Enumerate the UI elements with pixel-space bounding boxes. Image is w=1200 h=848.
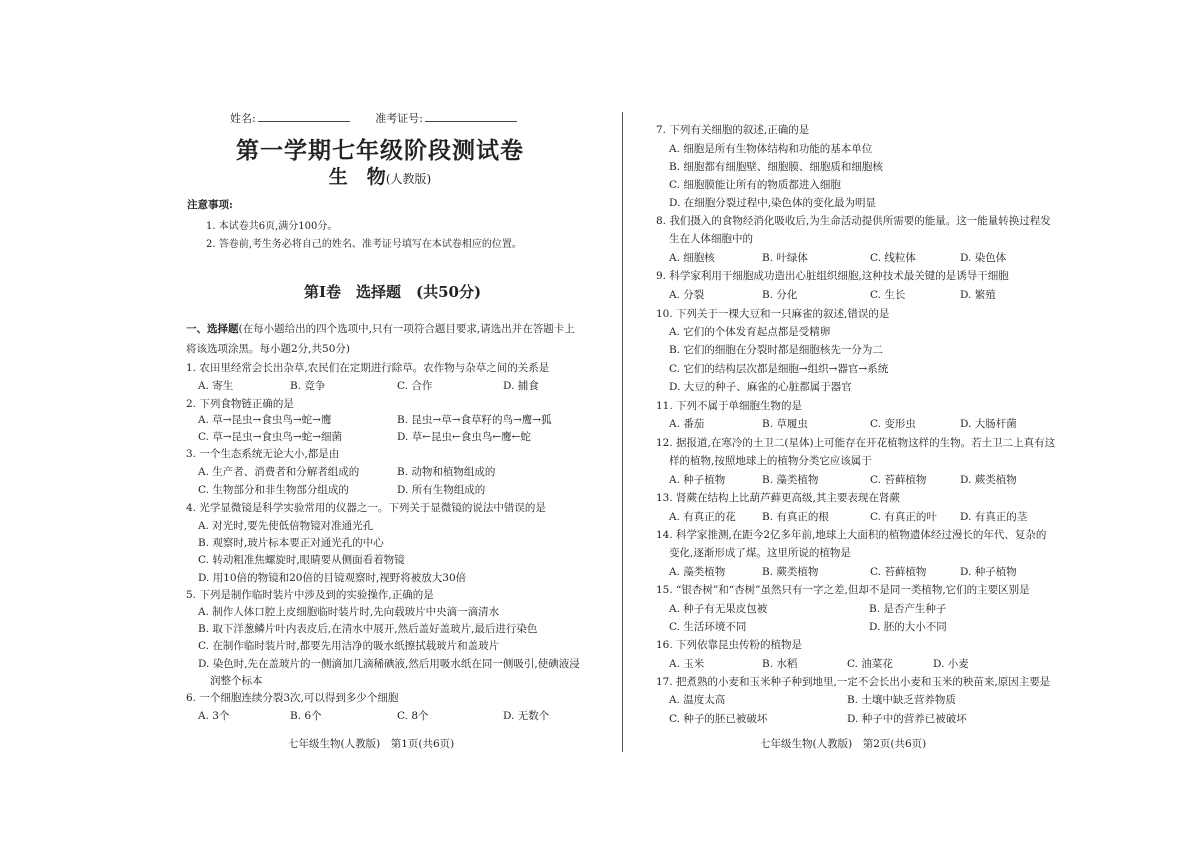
note-2: 2. 答卷前,考生务必将自己的姓名、准考证号填写在本试卷相应的位置。 bbox=[206, 239, 522, 250]
page-footer-1: 七年级生物(人教版) 第1页(共6页) bbox=[288, 738, 455, 750]
option-d: D. 蕨类植物 bbox=[960, 474, 1017, 486]
option-c: C. 它们的结构层次都是细胞→组织→器官→系统 bbox=[669, 363, 889, 375]
question-stem: 1. 农田里经常会长出杂草,农民们在定期进行除草。农作物与杂草之间的关系是 bbox=[186, 362, 550, 374]
option-b: B. 水稻 bbox=[762, 658, 798, 670]
subject-edition: (人教版) bbox=[385, 172, 432, 186]
option-b: B. 藻类植物 bbox=[762, 474, 819, 486]
name-label: 姓名: bbox=[230, 112, 256, 125]
option-a: A. 有真正的花 bbox=[669, 511, 736, 523]
option-c: C. 油菜花 bbox=[847, 658, 893, 670]
page-divider bbox=[622, 112, 623, 752]
option-c: C. 8个 bbox=[397, 710, 429, 722]
instr-line-1: (在每小题给出的四个选项中,只有一项符合题目要求,请选出并在答题卡上 bbox=[238, 323, 575, 335]
option-b: B. 昆虫→草→食草籽的鸟→鹰→狐 bbox=[397, 414, 552, 426]
option-a: A. 对光时,要先使低倍物镜对准通光孔 bbox=[198, 520, 374, 532]
option-b: B. 6个 bbox=[290, 710, 322, 722]
question-stem: 16. 下列依靠昆虫传粉的植物是 bbox=[656, 639, 803, 651]
option-c: C. 生活环境不同 bbox=[669, 621, 747, 633]
option-d: D. 大豆的种子、麻雀的心脏都属于器官 bbox=[669, 381, 852, 393]
question-stem: 11. 下列不属于单细胞生物的是 bbox=[656, 400, 803, 412]
option-d: D. 在细胞分裂过程中,染色体的变化最为明显 bbox=[669, 197, 877, 209]
page-2 bbox=[625, 0, 1200, 848]
option-d: D. 小麦 bbox=[933, 658, 969, 670]
question-stem: 15. “银杏树”和“杏树”虽然只有一字之差,但却不是同一类植物,它们的主要区别是 bbox=[656, 584, 1030, 596]
question-stem: 8. 我们摄入的食物经消化吸收后,为生命活动提供所需要的能量。这一能量转换过程发 bbox=[656, 215, 1051, 227]
option-d: D. 有真正的茎 bbox=[960, 511, 1028, 523]
option-a: A. 细胞核 bbox=[669, 252, 715, 264]
option-a: A. 生产者、消费者和分解者组成的 bbox=[198, 466, 360, 478]
instr-line-2: 将该选项涂黑。每小题2分,共50分) bbox=[186, 343, 350, 355]
option-b: B. 它们的细胞在分裂时都是细胞核先一分为二 bbox=[669, 344, 883, 356]
option-a: A. 制作人体口腔上皮细胞临时装片时,先向载玻片中央滴一滴清水 bbox=[198, 606, 500, 618]
question-stem-continued: 生在人体细胞中的 bbox=[669, 233, 753, 245]
question-stem: 12. 据报道,在寒冷的土卫二(星体)上可能存在开花植物这样的生物。若土卫二上真有这 bbox=[656, 437, 1056, 449]
question-stem: 3. 一个生态系统无论大小,都是由 bbox=[186, 448, 340, 460]
question-stem: 6. 一个细胞连续分裂3次,可以得到多少个细胞 bbox=[186, 692, 399, 704]
option-a: A. 玉米 bbox=[669, 658, 705, 670]
page-footer-2: 七年级生物(人教版) 第2页(共6页) bbox=[760, 738, 927, 750]
option-c: C. 生长 bbox=[870, 289, 906, 301]
option-a: A. 藻类植物 bbox=[669, 566, 726, 578]
option-b: B. 竞争 bbox=[290, 380, 326, 392]
option-a: A. 细胞是所有生物体结构和功能的基本单位 bbox=[669, 143, 873, 155]
question-stem: 4. 光学显微镜是科学实验常用的仪器之一。下列关于显微镜的说法中错误的是 bbox=[186, 502, 546, 514]
notes-heading: 注意事项: bbox=[187, 199, 233, 211]
option-a: A. 草→昆虫→食虫鸟→蛇→鹰 bbox=[198, 414, 332, 426]
option-b: B. 观察时,玻片标本要正对通光孔的中心 bbox=[198, 537, 384, 549]
instr-bold: 一、选择题 bbox=[186, 323, 239, 335]
option-a: A. 种子有无果皮包被 bbox=[669, 603, 768, 615]
option-d: D. 捕食 bbox=[503, 380, 539, 392]
option-a: A. 番茄 bbox=[669, 418, 705, 430]
question-stem: 14. 科学家推测,在距今2亿多年前,地球上大面积的植物遗体经过漫长的年代、复杂的 bbox=[656, 529, 1047, 541]
subject-name: 生 物 bbox=[328, 166, 386, 188]
question-stem: 9. 科学家利用干细胞成功造出心脏组织细胞,这种技术最关键的是诱导干细胞 bbox=[656, 270, 1009, 282]
question-stem: 2. 下列食物链正确的是 bbox=[186, 398, 294, 410]
option-d: D. 种子中的营养已被破坏 bbox=[847, 713, 967, 725]
option-c: C. 草→昆虫→食虫鸟→蛇→细菌 bbox=[198, 431, 343, 443]
option-d: D. 用10倍的物镜和20倍的目镜观察时,视野将被放大30倍 bbox=[198, 572, 467, 584]
id-label: 准考证号: bbox=[375, 112, 423, 125]
option-c: C. 细胞膜能让所有的物质都进入细胞 bbox=[669, 179, 841, 191]
option-a: A. 3个 bbox=[198, 710, 230, 722]
option-d: D. 无数个 bbox=[503, 710, 550, 722]
option-a: A. 种子植物 bbox=[669, 474, 726, 486]
option-d: D. 大肠杆菌 bbox=[960, 418, 1017, 430]
option-b: B. 细胞都有细胞壁、细胞膜、细胞质和细胞核 bbox=[669, 161, 883, 173]
option-c: C. 在制作临时装片时,都要先用洁净的吸水纸擦拭载玻片和盖玻片 bbox=[198, 640, 500, 652]
section-title: 第Ⅰ卷 选择题 (共50分) bbox=[303, 283, 482, 301]
question-stem: 13. 肾蕨在结构上比葫芦藓更高级,其主要表现在肾蕨 bbox=[656, 492, 900, 504]
option-c: C. 生物部分和非生物部分组成的 bbox=[198, 484, 349, 496]
option-a: A. 寄生 bbox=[198, 380, 234, 392]
exam-title: 第一学期七年级阶段测试卷 bbox=[236, 137, 524, 164]
option-d: D. 染色时,先在盖玻片的一侧滴加几滴稀碘液,然后用吸水纸在同一侧吸引,使碘液浸 bbox=[198, 658, 580, 670]
option-a: A. 它们的个体发育起点都是受精卵 bbox=[669, 326, 831, 338]
option-b: B. 是否产生种子 bbox=[869, 603, 947, 615]
option-b: B. 动物和植物组成的 bbox=[397, 466, 496, 478]
option-c: C. 合作 bbox=[397, 380, 433, 392]
question-stem: 5. 下列是制作临时装片中涉及到的实验操作,正确的是 bbox=[186, 589, 434, 601]
option-a: A. 分裂 bbox=[669, 289, 705, 301]
option-d: D. 繁殖 bbox=[960, 289, 996, 301]
question-stem: 17. 把煮熟的小麦和玉米种子种到地里,一定不会长出小麦和玉米的秧苗来,原因主要是 bbox=[656, 676, 1051, 688]
option-d: D. 草←昆虫←食虫鸟←鹰←蛇 bbox=[397, 431, 531, 443]
section-instructions bbox=[186, 321, 575, 336]
option-d: D. 染色体 bbox=[960, 252, 1007, 264]
question-stem-continued: 样的植物,按照地球上的植物分类它应该属于 bbox=[669, 455, 872, 467]
option-c: C. 线粒体 bbox=[870, 252, 916, 264]
option-b: B. 分化 bbox=[762, 289, 798, 301]
option-d: D. 种子植物 bbox=[960, 566, 1017, 578]
option-c: C. 有真正的叶 bbox=[870, 511, 937, 523]
option-c: C. 苔藓植物 bbox=[870, 474, 927, 486]
question-stem: 10. 下列关于一棵大豆和一只麻雀的叙述,错误的是 bbox=[656, 308, 890, 320]
option-d: D. 所有生物组成的 bbox=[397, 484, 486, 496]
option-b: B. 蕨类植物 bbox=[762, 566, 819, 578]
option-c: C. 变形虫 bbox=[870, 418, 916, 430]
candidate-info bbox=[230, 110, 539, 126]
option-b: B. 有真正的根 bbox=[762, 511, 829, 523]
option-d-continued: 润整个标本 bbox=[210, 675, 263, 687]
option-d: D. 胚的大小不同 bbox=[869, 621, 947, 633]
note-1: 1. 本试卷共6页,满分100分。 bbox=[206, 221, 338, 232]
option-b: B. 叶绿体 bbox=[762, 252, 808, 264]
option-b: B. 草履虫 bbox=[762, 418, 808, 430]
name-blank[interactable] bbox=[258, 111, 350, 122]
option-b: B. 取下洋葱鳞片叶内表皮后,在清水中展开,然后盖好盖玻片,最后进行染色 bbox=[198, 623, 538, 635]
id-blank[interactable] bbox=[425, 111, 517, 122]
option-b: B. 土壤中缺乏营养物质 bbox=[847, 694, 956, 706]
option-c: C. 苔藓植物 bbox=[870, 566, 927, 578]
option-c: C. 转动粗准焦螺旋时,眼睛要从侧面看着物镜 bbox=[198, 554, 405, 566]
option-c: C. 种子的胚已被破坏 bbox=[669, 713, 768, 725]
question-stem-continued: 变化,逐渐形成了煤。这里所说的植物是 bbox=[669, 547, 851, 559]
question-stem: 7. 下列有关细胞的叙述,正确的是 bbox=[656, 124, 810, 136]
option-a: A. 温度太高 bbox=[669, 694, 726, 706]
